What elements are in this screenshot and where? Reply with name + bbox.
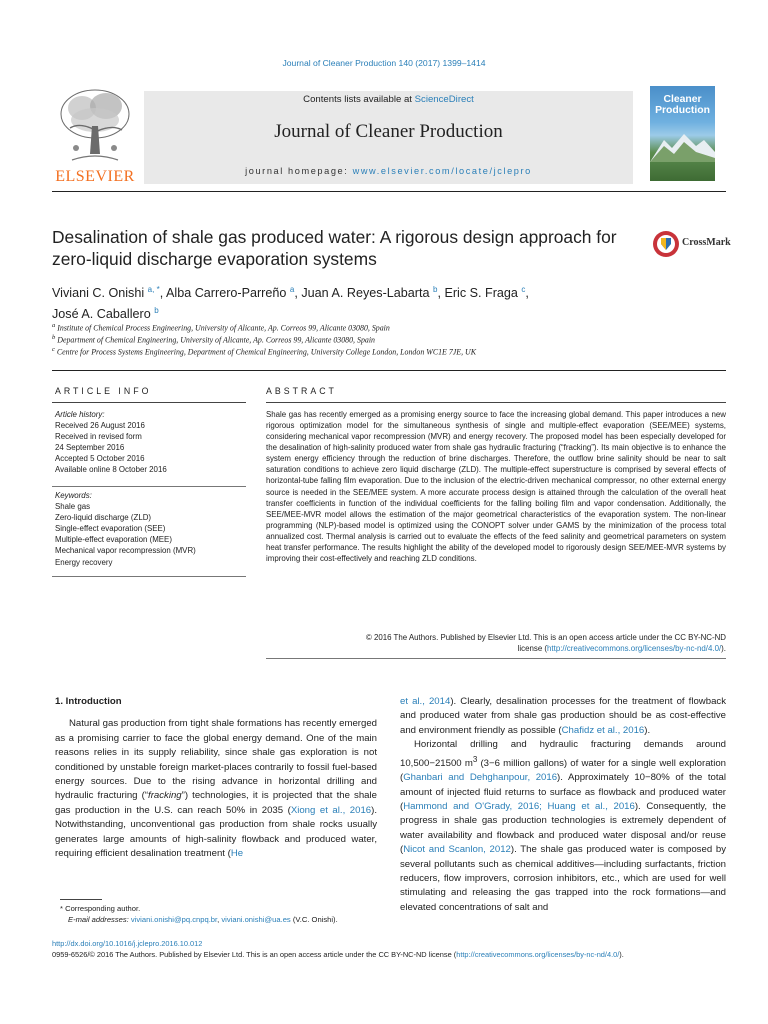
license-prefix: license ( [517,644,548,654]
license-text: 0959-6526/© 2016 The Authors. Published by Elsevier Ltd. This is an open access article under the CC BY-NC-ND license ( [52,949,457,959]
affiliation-text: Institute of Chemical Process Engineering, University of Alicante, Ap. Correos 99, Alicante 03080, Spain [55,323,390,333]
citation-link[interactable]: et al., 2014 [400,696,451,707]
citation-link[interactable]: Nicot and Scanlon, 2012 [403,844,511,856]
citation-link[interactable]: Chafidz et al., 2016 [561,724,645,736]
email-link[interactable]: viviani.onishi@pq.cnpq.br [130,915,218,924]
article-info-bottom-rule [52,576,246,577]
intro-paragraph-1 [55,717,377,861]
front-matter-rule [52,370,726,371]
text-run: ). Clearly, desalination processes for the treatment of flowback and produced water from shale gas production should be as cost-effective and environment friendly as possible ( [400,696,726,736]
author-separator: , [159,286,166,301]
history-item: Accepted 5 October 2016 [55,454,145,464]
author-separator: , [525,286,529,301]
footnote [60,903,380,925]
author-affiliation-mark[interactable]: c [521,285,526,294]
text-run: ). Notwithstanding, unconventional gas production from shale rocks usually generates large amounts of high-salinity flowback and produced water, requiring efficient desalination treatment ( [55,804,377,860]
homepage-link[interactable]: www.elsevier.com/locate/jclepro [352,166,532,176]
intro-paragraph-2 [400,738,726,915]
elsevier-tree-logo-icon [52,82,138,166]
email-label: E-mail addresses: [68,915,129,924]
crossmark-label: CrossMark [682,237,731,248]
keyword-item: Energy recovery [55,557,113,567]
text-run: ). Consequently, the progress in shale gas production technologies is extremely dependent of water availability and flowback and produced water disposal and/or reuse ( [400,801,726,856]
homepage-prefix: journal homepage: [245,166,353,176]
text-run: ). Approximately 10−80% of the total amount of injected fluid returns to surface as flowback and produced water ( [400,772,727,813]
cover-title-line-1: Cleaner [663,94,702,105]
author-affiliation-mark[interactable]: b [154,306,159,316]
footnote-text: Corresponding author. [62,904,141,913]
text-run: ). [644,724,651,736]
author-separator: , [437,286,445,301]
keyword-item: Single-effect evaporation (SEE) [55,524,166,534]
abstract-heading: ABSTRACT [266,386,337,396]
author-name[interactable]: Juan A. Reyes-Labarta [301,286,430,301]
author-affiliation-mark[interactable]: b [432,285,438,294]
author-list [52,281,672,323]
text-run: ”) technologies, it is projected that the shale gas production in the U.S. can reach 50% in 2035 ( [55,790,377,816]
abstract-bottom-rule [266,658,726,659]
license-link[interactable]: http://creativecommons.org/licenses/by-nc-nd/4.0/ [547,644,722,654]
author-name[interactable]: José A. Caballero [52,307,151,322]
footnote-rule [60,899,102,900]
body-column-right [400,695,726,915]
elsevier-wordmark: ELSEVIER [55,168,135,185]
sciencedirect-link[interactable]: ScienceDirect [414,94,474,105]
abstract-rule [266,402,726,403]
journal-homepage [144,166,633,176]
history-item: Available online 8 October 2016 [55,465,167,475]
cover-mountain-graphic [650,132,715,162]
corresponding-author-note [60,903,380,914]
crossmark-icon [652,229,680,259]
cover-title [650,94,715,116]
author-affiliation-mark[interactable]: a [289,285,295,294]
journal-citation[interactable]: Journal of Cleaner Production 140 (2017) 1399–1414 [282,58,486,68]
body-column-left [55,695,377,861]
author-name[interactable]: Alba Carrero-Parreño [166,286,287,301]
section-heading-introduction: 1. Introduction [55,696,122,707]
text-run: Horizontal drilling and hydraulic fracturing demands around 10,500−21500 m [400,739,726,769]
article-title: Desalination of shale gas produced water: A rigorous design approach for zero-liquid discharge evaporation systems [52,227,617,269]
author-affiliation-mark[interactable]: a, * [147,285,160,294]
license-suffix: ). [619,949,624,959]
article-info-heading: ARTICLE INFO [55,386,152,396]
affiliation-c [52,346,712,357]
text-run: Natural gas production from tight shale formations has recently emerged as a promising carrier to face the global energy demand. One of the main reasons relies in its supply reliability, since shale gas exploration is not conditioned by unstable foreign market-places contrarily to fossil fuel-based energy sources. Due to the rising advance in horizontal drilling and hydraulic fracturing (“ [55,718,377,802]
elsevier-logo[interactable] [52,82,138,186]
crossmark-badge[interactable] [652,229,732,261]
citation-link[interactable]: He [230,848,244,860]
copyright-license [266,643,726,654]
intro-paragraph-1-continued [400,695,726,738]
history-heading: Article history: [55,410,105,419]
keyword-item: Multiple-effect evaporation (MEE) [55,535,172,545]
copyright-line: © 2016 The Authors. Published by Elsevier Ltd. This is an open access article under the CC BY-NC-ND [365,633,726,642]
header-rule [52,191,726,192]
text-run: (3−6 million gallons) of water for a single well exploration ( [400,757,726,784]
keywords-heading: Keywords: [55,491,92,500]
superscript: 3 [472,754,478,764]
keyword-item: Shale gas [55,502,91,512]
cover-title-line-2: Production [655,105,710,116]
abstract-text: Shale gas has recently emerged as a promising energy source to face the increasing global demand. This paper introduces a new rigorous optimization model for the simultaneous synthesis of single and multiple-effect evaporation (SEE/MEE) systems, considering mechanical vapor recompression (MVR) and energy recovery. The proposed model has been especially developed for the desalination of high-salinity produced water from shale gas hydraulic fracturing (“fracking”). Its main objective is to enhance the system energy efficiency through the reduction of brine discharges. Therefore, the outflow brine salinity should be near to salt saturation conditions to achieve zero liquid discharge (ZLD). The multiple-effect superstructure is comprised by several effects of horizontal-tube falling film evaporation. Due to the inclusion of the electric-driven mechanical compressor, no other external energy source is needed in the SEE/MEE system. A more accurate process design is attained through the calculation of the overall heat transfer coefficients in function of the individual coefficients for the falling boiling film and vapor condensation. Additionally, the SEE/MEE-MVR model allows the estimation of the major geometrical characteristics of the evaporation system. The non-linear programming (NLP)-based model is optimized using the CONOPT solver under GAMS by the minimization of the process total annualized cost. Thermal analysis is carried out to evaluate the effects of the feed salinity and geometrical parameters on system heat transfer performance. The results highlight the ability of the developed model to rigorously design SEE/MEE-MVR systems by improving their cost-effectively and reaching ZLD conditions. [266,410,726,564]
keyword-item: Mechanical vapor recompression (MVR) [55,546,196,556]
affiliation-text: Centre for Process Systems Engineering, Department of Chemical Engineering, University College London, London WC1E 7JE, UK [54,347,476,357]
footnote-mark: * [60,904,63,913]
email-separator: , [217,915,222,924]
history-item: 24 September 2016 [55,443,125,453]
contents-line [144,94,633,105]
history-item: Received in revised form [55,432,142,442]
doi-link[interactable]: http://dx.doi.org/10.1016/j.jclepro.2016.10.012 [52,939,203,948]
affiliation-b [52,334,712,345]
doi-footer [52,939,732,960]
abstract-copyright [266,632,726,654]
article-info-divider [52,486,246,487]
keywords [55,490,243,568]
license-link[interactable]: http://creativecommons.org/licenses/by-nc-nd/4.0/ [456,949,620,959]
journal-name: Journal of Cleaner Production [274,121,503,142]
journal-cover-image[interactable] [650,86,715,181]
citation-link[interactable]: Hammond and O'Grady, 2016; Huang et al., 2016 [403,801,635,813]
journal-banner [144,91,633,184]
email-suffix: (V.C. Onishi). [290,915,338,924]
author-separator: , [294,286,302,301]
text-run-italic: fracking [148,790,182,802]
affiliation-a [52,322,712,333]
affiliation-mark: a [52,322,56,329]
email-addresses [60,914,380,925]
contents-prefix: Contents lists available at [303,94,415,105]
article-info-rule [52,402,246,403]
author-name[interactable]: Viviani C. Onishi [52,286,145,301]
affiliation-mark: c [52,346,55,353]
citation-link[interactable]: Xiong et al., 2016 [290,804,372,816]
affiliation-mark: b [52,334,56,341]
license-footer [52,950,732,961]
citation-link[interactable]: Ghanbari and Dehghanpour, 2016 [403,772,558,784]
author-name[interactable]: Eric S. Fraga [444,286,518,301]
license-suffix: ). [721,644,726,654]
keyword-item: Zero-liquid discharge (ZLD) [55,513,152,523]
article-history [55,409,243,476]
email-link[interactable]: viviani.onishi@ua.es [221,915,291,924]
affiliation-text: Department of Chemical Engineering, University of Alicante, Ap. Correos 99, Alicante 03080, Spain [55,335,375,345]
text-run: ). The shale gas produced water is composed by several pollutants such as chemical additives—including surfactants, friction reducers, flow improvers, corrosion inhibitors, etc., which are used for well stimulating and releasing the gas trapped into the rock formations—and elevated concentrations of salt and [400,844,726,913]
history-item: Received 26 August 2016 [55,421,145,431]
